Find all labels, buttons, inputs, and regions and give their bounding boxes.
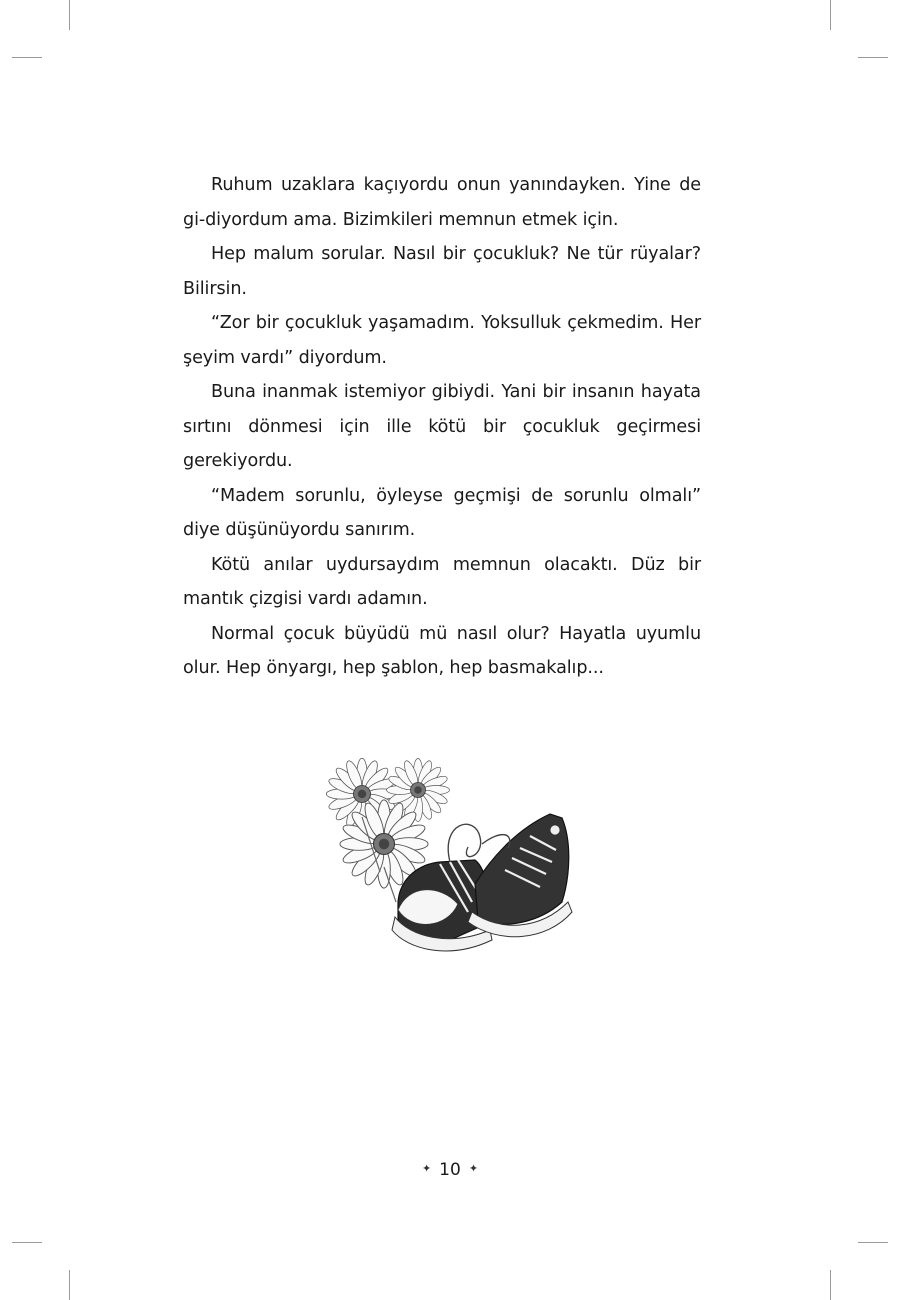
crop-mark-bottom-left-h [12, 1242, 42, 1243]
crop-mark-bottom-right-h [858, 1242, 888, 1243]
paragraph: Hep malum sorular. Nasıl bir çocukluk? Ne tür rüyalar? Bilirsin. [183, 244, 701, 299]
crop-mark-top-right [830, 0, 831, 30]
paragraph: “Madem sorunlu, öyleyse geçmişi de sorunlu olmalı” diye düşünüyordu sanırım. [183, 485, 701, 540]
page-number [0, 1160, 900, 1180]
paragraph: Buna inanmak istemiyor gibiydi. Yani bir insanın hayata sırtını dönmesi için ille kötü bir çocukluk geçirmesi gerekiyordu. [183, 382, 701, 471]
crop-mark-bottom-left [69, 1270, 70, 1300]
crop-mark-top-right-h [858, 57, 888, 58]
crop-mark-bottom-right [830, 1270, 831, 1300]
ornament-right-icon: ✦ [468, 1162, 479, 1175]
daisies-in-sneakers-illustration [300, 752, 590, 962]
crop-mark-top-left [69, 0, 70, 30]
paragraph: Kötü anılar uydursaydım memnun olacaktı. Düz bir mantık çizgisi vardı adamın. [183, 554, 701, 609]
body-text [183, 168, 701, 686]
ornament-left-icon: ✦ [421, 1162, 432, 1175]
crop-mark-top-left-h [12, 57, 42, 58]
paragraph: Normal çocuk büyüdü mü nasıl olur? Hayatla uyumlu olur. Hep önyargı, hep şablon, hep basmakalıp... [183, 623, 701, 678]
paragraph: “Zor bir çocukluk yaşamadım. Yoksulluk çekmedim. Her şeyim vardı” diyordum. [183, 313, 701, 368]
paragraph: Ruhum uzaklara kaçıyordu onun yanındayken. Yine de gi-diyordum ama. Bizimkileri memnun etmek için. [183, 175, 701, 230]
page-number-value: 10 [439, 1160, 461, 1180]
